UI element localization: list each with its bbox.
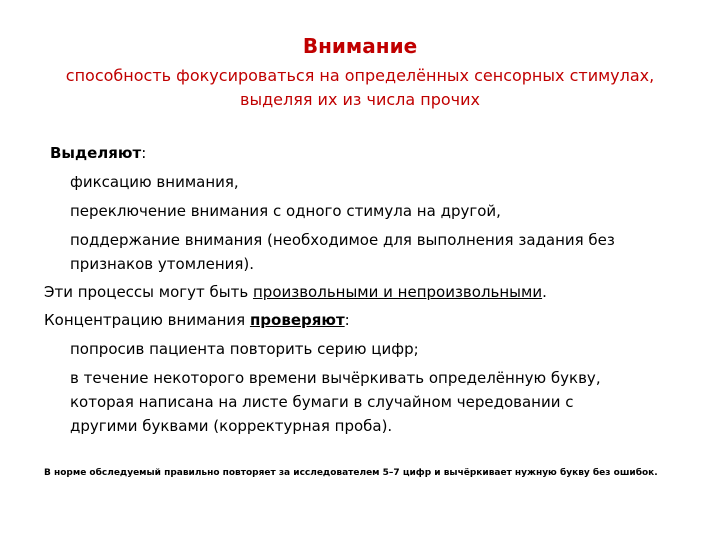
distinguish-label: Выделяют [50, 144, 142, 162]
distinguish-item-maintenance: поддержание внимания (необходимое для выполнения задания без [70, 231, 615, 249]
concentration-sentence [44, 309, 350, 332]
concentration-item-digits: попросив пациента повторить серию цифр; [70, 340, 419, 358]
footnote: В норме обследуемый правильно повторяет за исследователем 5–7 цифр и вычёркивает нужную букву без ошибок. [44, 468, 658, 478]
concentration-item-crossing-cont2: другими буквами (корректурная проба). [70, 417, 393, 435]
processes-sentence [44, 281, 547, 304]
concentration-suffix: : [344, 311, 350, 329]
distinguish-item-maintenance-cont: признаков утомления). [70, 255, 255, 273]
concentration-prefix: Концентрацию внимания [44, 311, 250, 329]
concentration-item-crossing: в течение некоторого времени вычёркивать определённую букву, [70, 369, 601, 387]
processes-prefix: Эти процессы могут быть [44, 283, 253, 301]
definition-text: способность фокусироваться на определённых сенсорных стимулах, выделяя их из числа прочих [65, 66, 655, 109]
distinguish-heading [50, 142, 146, 165]
processes-suffix: . [542, 283, 547, 301]
concentration-emphasis: проверяют [249, 311, 345, 329]
processes-emphasis: произвольными и непроизвольными [252, 283, 543, 301]
distinguish-colon: : [141, 144, 147, 162]
concentration-item-crossing-cont1: которая написана на листе бумаги в случайном чередовании с [70, 393, 574, 411]
distinguish-item-switching: переключение внимания с одного стимула на другой, [70, 202, 501, 220]
distinguish-item-fixation: фиксацию внимания, [70, 173, 239, 191]
slide-title: Внимание [302, 34, 418, 58]
